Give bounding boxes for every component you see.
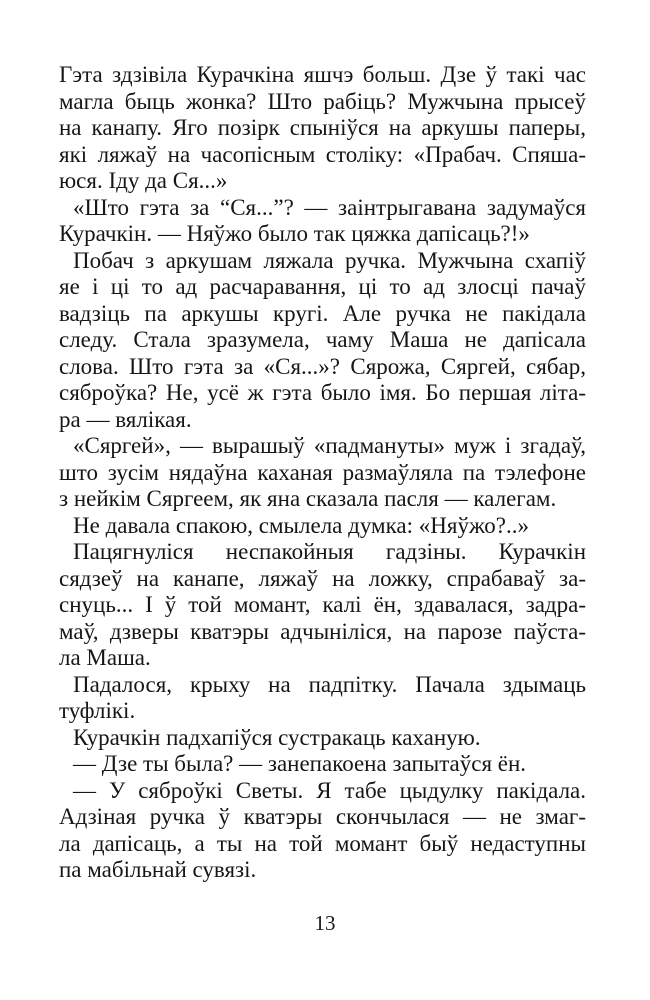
text-line: магла быць жонка? Што рабіць? Мужчына прысеў — [59, 88, 586, 114]
paragraph — [59, 248, 586, 434]
text-line: маў, дзверы кватэры адчыніліся, на парозе паўста- — [59, 618, 586, 644]
text-line: яе і ці то ад расчаравання, ці то ад злосці пачаў — [59, 274, 586, 299]
paragraph — [59, 725, 586, 752]
paragraph — [59, 672, 586, 725]
paragraph — [59, 539, 586, 672]
paragraph — [59, 195, 586, 248]
paragraph — [59, 433, 586, 513]
paragraph — [59, 751, 586, 778]
paragraph — [59, 62, 586, 195]
text-line: сяброўка? Не, усё ж гэта было імя. Бо першая літа- — [59, 380, 586, 405]
text-line: Курачкін. — Няўжо было так цяжка дапісаць?!» — [59, 221, 530, 246]
text-line: ла Маша. — [59, 645, 151, 670]
text-line: снуць... І ў той момант, калі ён, здавалася, задра- — [59, 592, 586, 617]
text-line: сядзеў на канапе, ляжаў на ложку, спрабаваў за- — [59, 565, 586, 591]
paragraph — [59, 513, 586, 540]
text-line: ла дапісаць, а ты на той момант быў недаступны — [59, 830, 586, 856]
text-line: Побач з аркушам ляжала ручка. Мужчына схапіў — [73, 247, 586, 273]
text-line: «Сяргей», — вырашыў «падмануты» муж і згадаў, — [73, 433, 586, 458]
paragraph — [59, 778, 586, 884]
text-line: Падалося, крыху на падпітку. Пачала здымаць — [73, 671, 586, 697]
text-line: Не давала спакою, смылела думка: «Няўжо?..» — [73, 512, 529, 538]
text-line: туфлікі. — [59, 698, 136, 723]
text-line: што зусім нядаўна каханая размаўляла па тэлефоне — [59, 459, 586, 485]
page-text — [59, 62, 586, 884]
text-line: ра — вялікая. — [59, 406, 192, 432]
text-line: вадзіць па аркушы кругі. Але ручка не пакідала — [59, 300, 586, 326]
page-number: 13 — [314, 911, 336, 935]
text-line: «Што гэта за “Ся...”? — заінтрыгавана задумаўся — [73, 194, 586, 220]
text-line: юся. Іду да Ся...» — [59, 168, 228, 193]
text-line: слова. Што гэта за «Ся...»? Сярожа, Сяргей, сябар, — [59, 353, 586, 379]
text-line: на канапу. Яго позірк спыніўся на аркушы паперы, — [59, 115, 586, 140]
text-line: следу. Стала зразумела, чаму Маша не дапісала — [59, 327, 586, 352]
text-line: з нейкім Сяргеем, як яна сказала пасля — калегам. — [59, 486, 557, 511]
text-line: Курачкін падхапіўся сустракаць каханую. — [73, 724, 481, 750]
text-line: — Дзе ты была? — занепакоена запытаўся ён. — [73, 751, 527, 776]
text-line: Пацягнуліся неспакойныя гадзіны. Курачкін — [73, 539, 586, 564]
text-line: — У сяброўкі Светы. Я табе цыдулку пакідала. — [73, 777, 586, 803]
text-line: Адзіная ручка ў кватэры скончылася — не змаг- — [59, 804, 586, 829]
text-line: які ляжаў на часопісным століку: «Прабач. Спяша- — [59, 141, 586, 167]
text-line: Гэта здзівіла Курачкіна яшчэ больш. Дзе ў такі час — [59, 62, 586, 87]
text-line: па мабільнай сувязі. — [59, 857, 257, 882]
